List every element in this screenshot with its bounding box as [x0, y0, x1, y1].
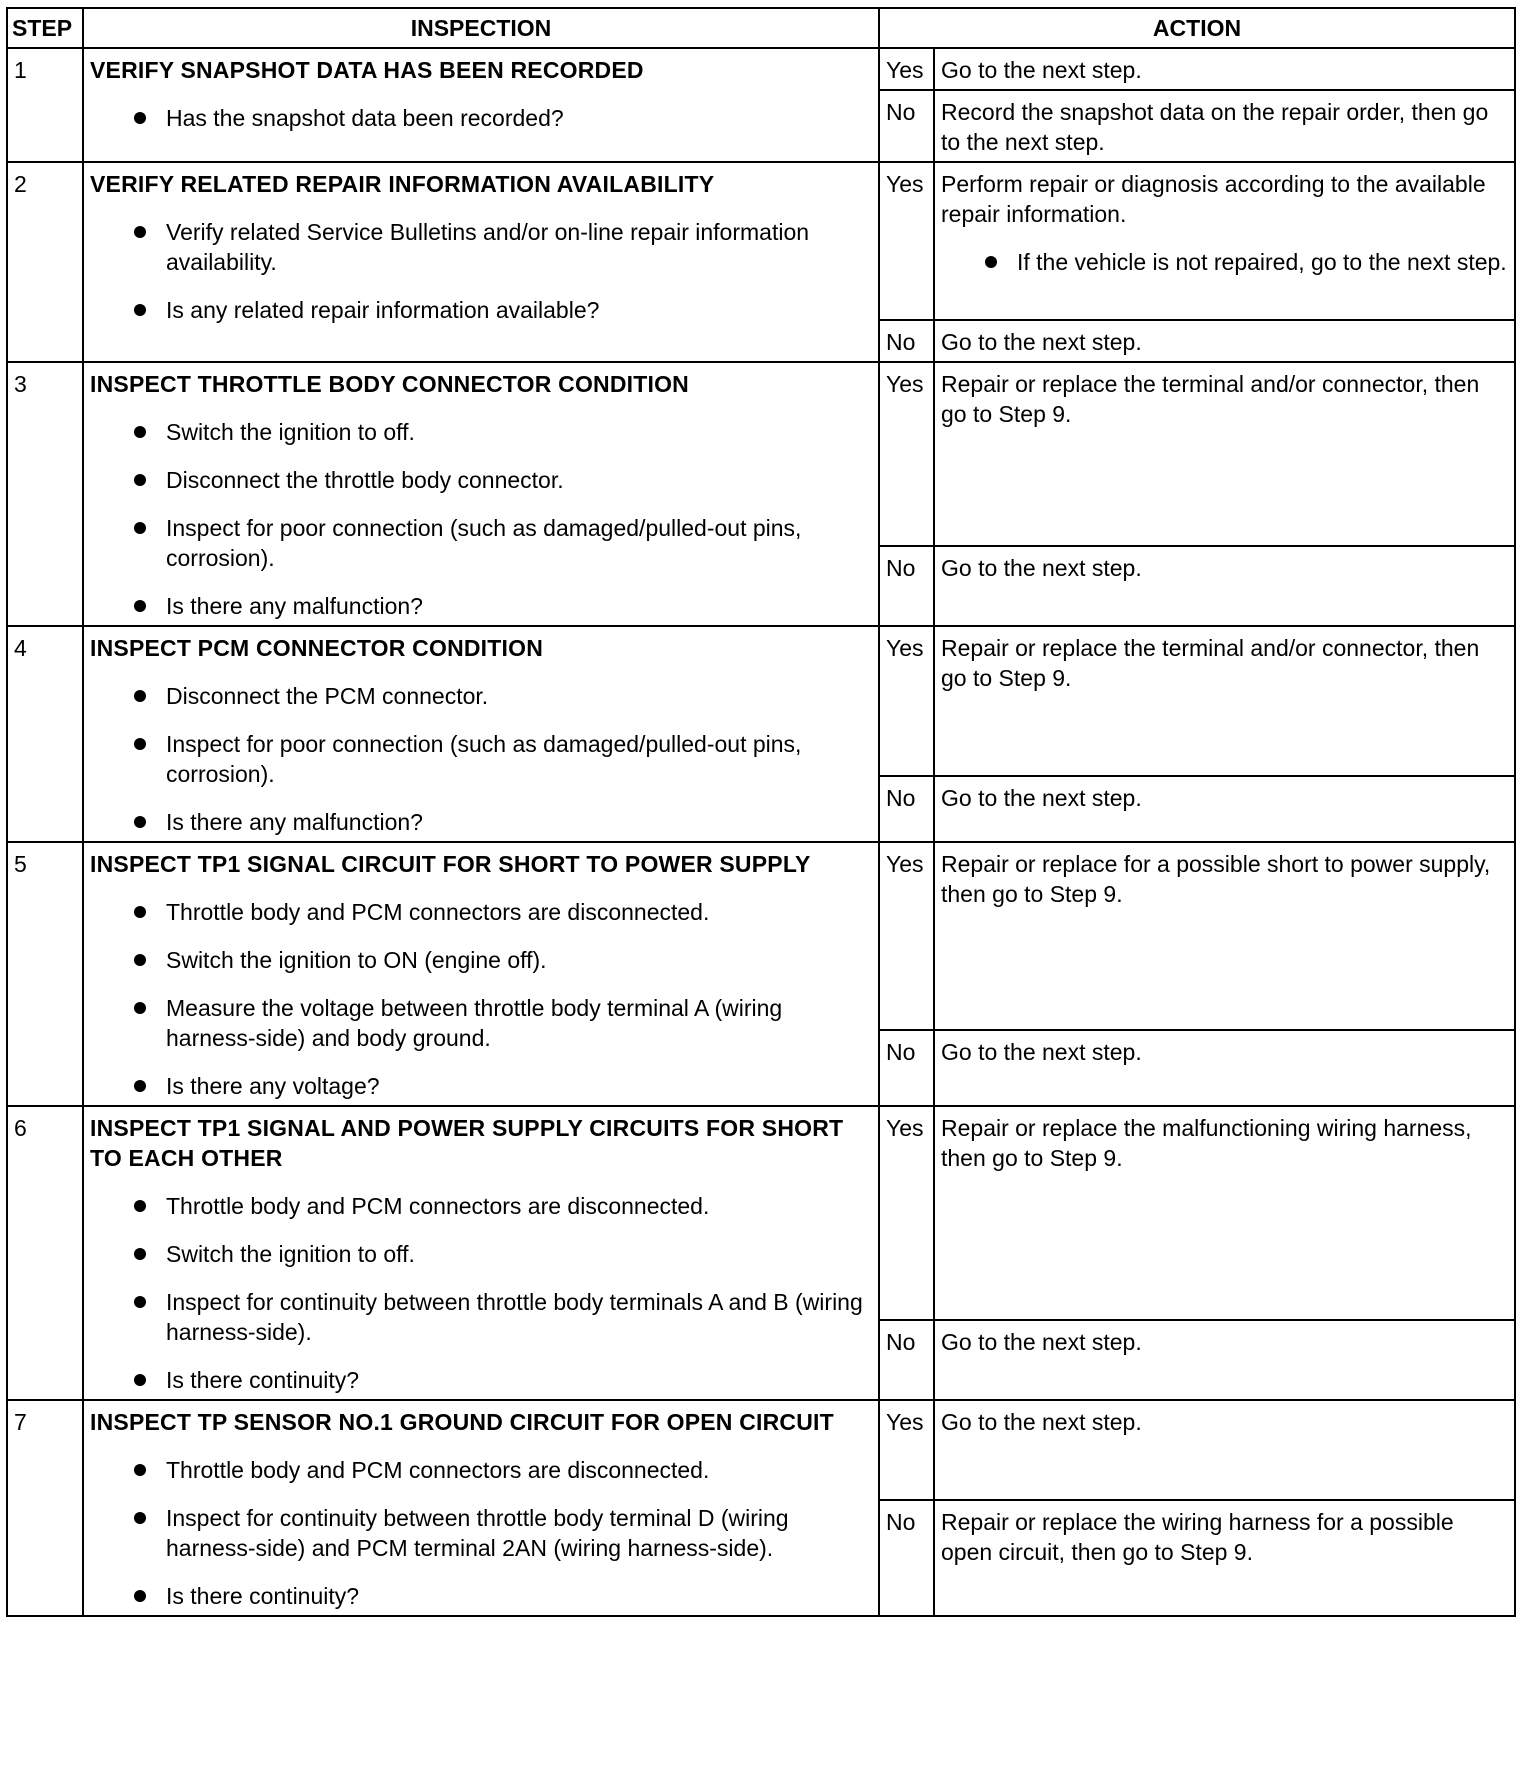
inspection-header: INSPECTION — [83, 8, 879, 48]
answer-no: No — [879, 1500, 934, 1616]
answer-no: No — [879, 1320, 934, 1400]
inspection-cell — [83, 626, 879, 842]
step-row-5 — [7, 842, 1515, 1030]
action-text: Go to the next step. — [934, 776, 1515, 842]
diagnostic-table — [6, 7, 1516, 1617]
step-number: 1 — [7, 48, 83, 162]
inspection-bullets — [90, 1455, 872, 1611]
answer-no: No — [879, 90, 934, 162]
bullet-item: Is any related repair information available? — [90, 295, 872, 325]
inspection-cell — [83, 1400, 879, 1616]
step-row-1 — [7, 48, 1515, 90]
diagnostic-procedure-page — [6, 7, 1516, 1617]
step-number: 7 — [7, 1400, 83, 1616]
bullet-item: Measure the voltage between throttle body terminal A (wiring harness-side) and body ground. — [90, 993, 872, 1053]
answer-no: No — [879, 776, 934, 842]
action-text: Perform repair or diagnosis according to the available repair information. — [941, 171, 1486, 227]
bullet-item: Inspect for poor connection (such as damaged/pulled-out pins, corrosion). — [90, 729, 872, 789]
step-row-3 — [7, 362, 1515, 546]
bullet-item: Is there continuity? — [90, 1581, 872, 1611]
step-title: INSPECT THROTTLE BODY CONNECTOR CONDITION — [90, 371, 689, 397]
step-title: INSPECT TP SENSOR NO.1 GROUND CIRCUIT FOR OPEN CIRCUIT — [90, 1409, 834, 1435]
step-number: 2 — [7, 162, 83, 362]
inspection-cell — [83, 48, 879, 162]
inspection-cell — [83, 162, 879, 362]
bullet-item: Is there any voltage? — [90, 1071, 872, 1101]
action-cell — [934, 162, 1515, 320]
bullet-item: Switch the ignition to off. — [90, 417, 872, 447]
inspection-cell — [83, 1106, 879, 1400]
action-text: Repair or replace the wiring harness for a possible open circuit, then go to Step 9. — [934, 1500, 1515, 1616]
bullet-item: Verify related Service Bulletins and/or on-line repair information availability. — [90, 217, 872, 277]
answer-no: No — [879, 546, 934, 626]
step-row-6 — [7, 1106, 1515, 1320]
bullet-item: Is there any malfunction? — [90, 807, 872, 837]
action-sub-bullets — [941, 247, 1508, 277]
action-text: Go to the next step. — [934, 1320, 1515, 1400]
answer-no: No — [879, 320, 934, 362]
action-text: Repair or replace the terminal and/or connector, then go to Step 9. — [934, 626, 1515, 776]
bullet-item: Is there any malfunction? — [90, 591, 872, 621]
inspection-bullets — [90, 217, 872, 325]
bullet-item: Switch the ignition to off. — [90, 1239, 872, 1269]
bullet-item: Inspect for poor connection (such as damaged/pulled-out pins, corrosion). — [90, 513, 872, 573]
step-title: INSPECT PCM CONNECTOR CONDITION — [90, 635, 544, 661]
action-text: Go to the next step. — [934, 546, 1515, 626]
step-header: STEP — [7, 8, 83, 48]
bullet-item: Has the snapshot data been recorded? — [90, 103, 872, 133]
step-title: VERIFY RELATED REPAIR INFORMATION AVAILABILITY — [90, 171, 715, 197]
action-text: Go to the next step. — [934, 48, 1515, 90]
step-row-2 — [7, 162, 1515, 320]
action-header: ACTION — [879, 8, 1515, 48]
bullet-item: Throttle body and PCM connectors are disconnected. — [90, 897, 872, 927]
bullet-item: Inspect for continuity between throttle body terminals A and B (wiring harness-side). — [90, 1287, 872, 1347]
step-row-7 — [7, 1400, 1515, 1500]
answer-yes: Yes — [879, 1400, 934, 1500]
inspection-bullets — [90, 1191, 872, 1395]
step-number: 3 — [7, 362, 83, 626]
bullet-item: Disconnect the PCM connector. — [90, 681, 872, 711]
sub-bullet-item: If the vehicle is not repaired, go to the next step. — [941, 247, 1508, 277]
inspection-bullets — [90, 103, 872, 133]
action-text: Go to the next step. — [934, 1400, 1515, 1500]
step-number: 6 — [7, 1106, 83, 1400]
header-row — [7, 8, 1515, 48]
step-number: 5 — [7, 842, 83, 1106]
step-number: 4 — [7, 626, 83, 842]
answer-yes: Yes — [879, 626, 934, 776]
answer-yes: Yes — [879, 48, 934, 90]
action-text: Repair or replace for a possible short to power supply, then go to Step 9. — [934, 842, 1515, 1030]
answer-yes: Yes — [879, 842, 934, 1030]
bullet-item: Throttle body and PCM connectors are disconnected. — [90, 1455, 872, 1485]
answer-no: No — [879, 1030, 934, 1106]
step-title: INSPECT TP1 SIGNAL AND POWER SUPPLY CIRCUITS FOR SHORT TO EACH OTHER — [90, 1115, 844, 1171]
step-title: INSPECT TP1 SIGNAL CIRCUIT FOR SHORT TO POWER SUPPLY — [90, 851, 811, 877]
bullet-item: Is there continuity? — [90, 1365, 872, 1395]
inspection-cell — [83, 842, 879, 1106]
inspection-bullets — [90, 681, 872, 837]
bullet-item: Disconnect the throttle body connector. — [90, 465, 872, 495]
step-row-4 — [7, 626, 1515, 776]
bullet-item: Inspect for continuity between throttle body terminal D (wiring harness-side) and PCM terminal 2AN (wiring harness-side). — [90, 1503, 872, 1563]
action-text: Record the snapshot data on the repair order, then go to the next step. — [934, 90, 1515, 162]
answer-yes: Yes — [879, 1106, 934, 1320]
action-text: Repair or replace the malfunctioning wiring harness, then go to Step 9. — [934, 1106, 1515, 1320]
inspection-bullets — [90, 897, 872, 1101]
answer-yes: Yes — [879, 362, 934, 546]
inspection-bullets — [90, 417, 872, 621]
step-title: VERIFY SNAPSHOT DATA HAS BEEN RECORDED — [90, 57, 644, 83]
inspection-cell — [83, 362, 879, 626]
action-text: Go to the next step. — [934, 1030, 1515, 1106]
action-text: Repair or replace the terminal and/or connector, then go to Step 9. — [934, 362, 1515, 546]
bullet-item: Throttle body and PCM connectors are disconnected. — [90, 1191, 872, 1221]
action-text: Go to the next step. — [934, 320, 1515, 362]
answer-yes: Yes — [879, 162, 934, 320]
bullet-item: Switch the ignition to ON (engine off). — [90, 945, 872, 975]
